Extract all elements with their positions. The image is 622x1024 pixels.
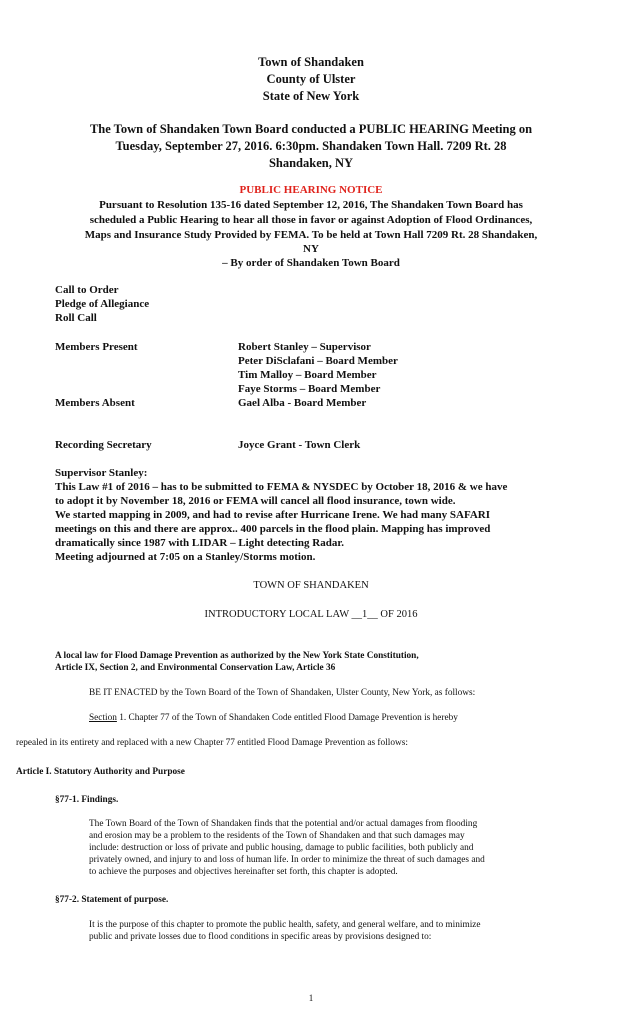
law-purpose-line-2: Article IX, Section 2, and Environmental Conservation Law, Article 36	[55, 663, 336, 673]
notice-line-5: – By order of Shandaken Town Board	[222, 257, 400, 269]
members-present-label: Members Present	[55, 341, 138, 353]
remarks-line: dramatically since 1987 with LIDAR – Light detecting Radar.	[55, 537, 344, 549]
notice-line-4: NY	[303, 243, 319, 255]
section-77-1-line: The Town Board of the Town of Shandaken finds that the potential and/or actual damages from flooding	[89, 819, 478, 829]
section-77-1-line: privately owned, and injury to and loss of human life. In order to minimize the threat of such damages and	[89, 855, 485, 865]
section-label: Section	[89, 713, 117, 723]
section-77-2-heading: §77-2. Statement of purpose.	[55, 895, 169, 905]
recording-secretary: Joyce Grant - Town Clerk	[238, 439, 361, 451]
notice-line-1: Pursuant to Resolution 135-16 dated September 12, 2016, The Shandaken Town Board has	[99, 199, 523, 211]
section-77-1-line: to achieve the purposes and objectives hereinafter set forth, this chapter is adopted.	[89, 867, 398, 877]
law-title: INTRODUCTORY LOCAL LAW __1__ OF 2016	[204, 609, 418, 620]
section-77-2-line: public and private losses due to flood conditions in specific areas by provisions designed to:	[89, 932, 432, 942]
meeting-line-2: Tuesday, September 27, 2016. 6:30pm. Shandaken Town Hall. 7209 Rt. 28	[115, 139, 507, 153]
member-present: Faye Storms – Board Member	[238, 383, 381, 395]
pledge-of-allegiance: Pledge of Allegiance	[55, 298, 150, 310]
law-town: TOWN OF SHANDAKEN	[253, 580, 369, 591]
section-77-2-line: It is the purpose of this chapter to promote the public health, safety, and general welfare, and to minimize	[89, 920, 481, 930]
remarks-line: meetings on this and there are approx.. 400 parcels in the flood plain. Mapping has improved	[55, 523, 491, 535]
recording-secretary-label: Recording Secretary	[55, 439, 152, 451]
roll-call: Roll Call	[55, 312, 97, 324]
page-number: 1	[308, 993, 314, 1003]
member-present: Robert Stanley – Supervisor	[238, 341, 371, 353]
law-section-cont: repealed in its entirety and replaced with a new Chapter 77 entitled Flood Damage Prevention as follows:	[16, 738, 408, 748]
notice-line-2: scheduled a Public Hearing to hear all those in favor or against Adoption of Flood Ordinances,	[89, 214, 533, 226]
meeting-line-1: The Town of Shandaken Town Board conducted a PUBLIC HEARING Meeting on	[89, 122, 533, 136]
law-enacted: BE IT ENACTED by the Town Board of the Town of Shandaken, Ulster County, New York, as follows:	[89, 688, 476, 698]
member-present: Peter DiSclafani – Board Member	[238, 355, 398, 367]
header-town: Town of Shandaken	[258, 55, 364, 69]
section-77-1-line: and erosion may be a problem to the residents of the Town of Shandaken and that such damages may	[89, 831, 465, 841]
call-to-order: Call to Order	[55, 284, 119, 296]
law-purpose-line-1: A local law for Flood Damage Prevention as authorized by the New York State Constitution,	[55, 651, 419, 661]
members-absent-label: Members Absent	[55, 397, 135, 409]
section-77-1-heading: §77-1. Findings.	[55, 795, 119, 805]
remarks-line: Meeting adjourned at 7:05 on a Stanley/Storms motion.	[55, 551, 316, 563]
header-state: State of New York	[262, 89, 360, 103]
remarks-line: to adopt it by November 18, 2016 or FEMA will cancel all flood insurance, town wide.	[55, 495, 456, 507]
law-section-1	[89, 713, 458, 723]
remarks-line: We started mapping in 2009, and had to revise after Hurricane Irene. We had many SAFARI	[55, 509, 491, 521]
member-absent: Gael Alba - Board Member	[238, 397, 367, 409]
meeting-line-3: Shandaken, NY	[268, 156, 354, 170]
member-present: Tim Malloy – Board Member	[238, 369, 377, 381]
article-heading: Article I. Statutory Authority and Purpose	[16, 767, 185, 777]
notice-title: PUBLIC HEARING NOTICE	[239, 184, 383, 196]
section-77-1-line: include: destruction or loss of private and public housing, damage to public facilities, both publicly and	[89, 843, 474, 853]
remarks-speaker: Supervisor Stanley:	[55, 467, 148, 479]
notice-line-3: Maps and Insurance Study Provided by FEMA. To be held at Town Hall 7209 Rt. 28 Shandaken,	[84, 229, 538, 241]
header-county: County of Ulster	[266, 72, 356, 86]
section-text: 1. Chapter 77 of the Town of Shandaken Code entitled Flood Damage Prevention is hereby	[116, 713, 458, 723]
remarks-line: This Law #1 of 2016 – has to be submitted to FEMA & NYSDEC by October 18, 2016 & we have	[55, 481, 508, 493]
